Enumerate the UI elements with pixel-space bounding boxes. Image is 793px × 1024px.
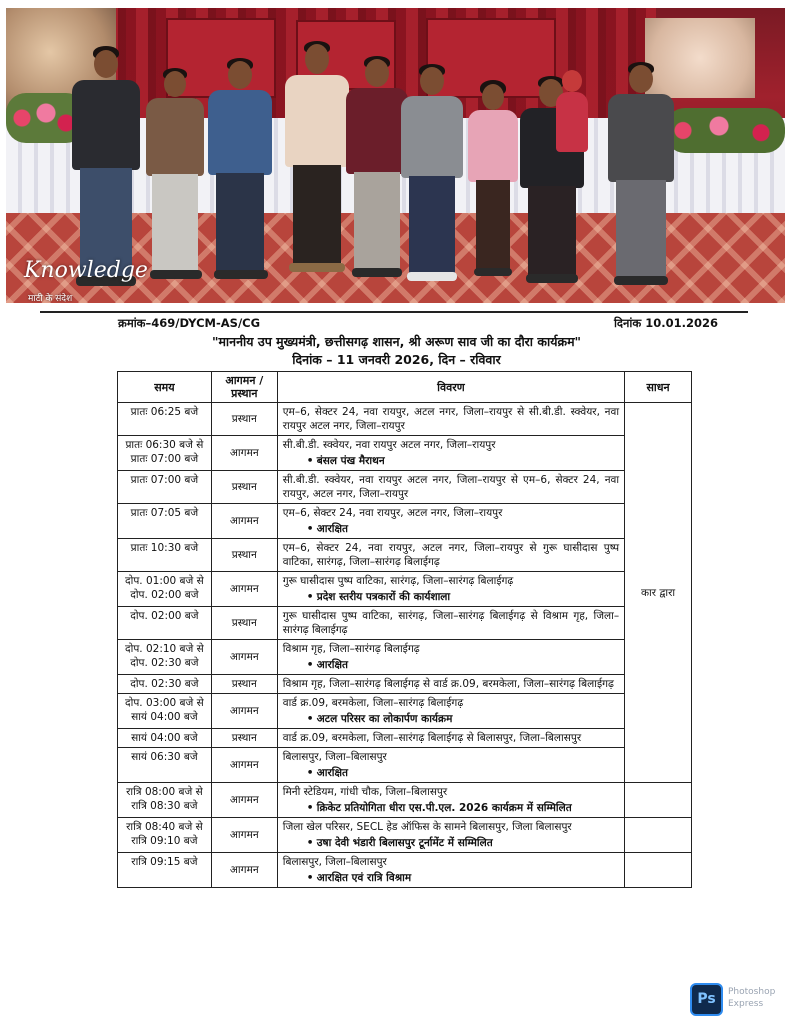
cell-type: आगमन — [211, 783, 277, 818]
cell-type: आगमन — [211, 853, 277, 888]
cell-description — [277, 853, 624, 888]
cell-description — [277, 748, 624, 783]
cell-description — [277, 640, 624, 675]
cell-time: सायं 04:00 बजे — [118, 729, 212, 748]
cell-description — [277, 607, 624, 640]
table-row — [118, 748, 692, 783]
description-text: बिलासपुर, जिला–बिलासपुर — [282, 751, 387, 763]
table-row — [118, 694, 692, 729]
signature-logo: Knowledge — [24, 258, 148, 283]
description-text: सी.बी.डी. स्क्वेयर, नवा रायपुर अटल नगर, जिला–रायपुर से एम–6, सेक्टर 24, नवा रायपुर, अटल नगर, जिला–रायपुर — [282, 474, 620, 500]
cell-type: प्रस्थान — [211, 607, 277, 640]
photoshop-badge-icon: Ps — [690, 983, 723, 1016]
description-text: विश्राम गृह, जिला–सारंगढ़ बिलाईगढ़ — [282, 643, 420, 655]
cell-type: आगमन — [211, 504, 277, 539]
cell-description — [277, 783, 624, 818]
event-bullet: • क्रिकेट प्रतियोगिता धीरा एस.पी.एल. 2026 कार्यक्रम में सम्मिलित — [299, 801, 619, 815]
description-text: गुरू घासीदास पुष्प वाटिका, सारंगढ़, जिला–सारंगढ़ बिलाईगढ़ — [282, 575, 514, 587]
description-text: गुरू घासीदास पुष्प वाटिका, सारंगढ़, जिला–सारंगढ़ बिलाईगढ़ से विश्राम गृह, जिला–सारंगढ़ बिलाईगढ़ — [282, 610, 620, 636]
cell-description — [277, 471, 624, 504]
description-text: मिनी स्टेडियम, गांधी चौक, जिला–बिलासपुर — [282, 786, 448, 798]
person — [204, 58, 276, 298]
header-mode: साधन — [625, 372, 692, 403]
header-rule — [40, 311, 748, 313]
description-text: वार्ड क्र.09, बरमकेला, जिला–सारंगढ़ बिलाईगढ़ — [282, 697, 464, 709]
flowers-right — [665, 108, 785, 153]
cell-type: प्रस्थान — [211, 403, 277, 436]
cell-mode-empty — [625, 783, 692, 818]
cell-time: दोप. 02:10 बजे से दोप. 02:30 बजे — [118, 640, 212, 675]
cell-description — [277, 694, 624, 729]
table-row — [118, 403, 692, 436]
reference-number: क्रमांक–469/DYCM-AS/CG — [118, 316, 261, 330]
cell-time: प्रातः 07:00 बजे — [118, 471, 212, 504]
person — [399, 64, 465, 299]
cell-time: प्रातः 10:30 बजे — [118, 539, 212, 572]
cell-type: आगमन — [211, 572, 277, 607]
cell-type: आगमन — [211, 748, 277, 783]
table-row — [118, 607, 692, 640]
person — [466, 80, 520, 295]
cell-time: प्रातः 07:05 बजे — [118, 504, 212, 539]
cell-type: आगमन — [211, 436, 277, 471]
cell-time: रात्रि 08:40 बजे से रात्रि 09:10 बजे — [118, 818, 212, 853]
table-row — [118, 675, 692, 694]
cell-time: प्रातः 06:30 बजे से प्रातः 07:00 बजे — [118, 436, 212, 471]
cell-description — [277, 572, 624, 607]
table-row — [118, 471, 692, 504]
event-bullet: • आरक्षित — [299, 658, 619, 672]
cell-description — [277, 504, 624, 539]
cell-time: रात्रि 09:15 बजे — [118, 853, 212, 888]
table-row — [118, 783, 692, 818]
group-photo — [6, 8, 785, 303]
cell-description — [277, 436, 624, 471]
table-row — [118, 504, 692, 539]
cell-type: प्रस्थान — [211, 471, 277, 504]
cell-description — [277, 539, 624, 572]
cell-mode-empty — [625, 818, 692, 853]
cell-time: दोप. 02:30 बजे — [118, 675, 212, 694]
description-text: एम–6, सेक्टर 24, नवा रायपुर, अटल नगर, जिला–रायपुर से गुरू घासीदास पुष्प वाटिका, सारंगढ़, जिला–सारंगढ़ बिलाईगढ़ — [282, 542, 620, 568]
description-text: सी.बी.डी. स्क्वेयर, नवा रायपुर अटल नगर, जिला–रायपुर — [282, 439, 496, 451]
event-bullet: • बंसल पंख मैराथन — [299, 454, 619, 468]
table-row — [118, 572, 692, 607]
header-description: विवरण — [277, 372, 624, 403]
header-type: आगमन / प्रस्थान — [211, 372, 277, 403]
cell-time: रात्रि 08:00 बजे से रात्रि 08:30 बजे — [118, 783, 212, 818]
cell-time: प्रातः 06:25 बजे — [118, 403, 212, 436]
cell-type: प्रस्थान — [211, 729, 277, 748]
signature-subtext: माटी के संदेश — [28, 294, 73, 303]
person — [604, 62, 678, 297]
cell-description — [277, 403, 624, 436]
table-row — [118, 640, 692, 675]
description-text: एम–6, सेक्टर 24, नवा रायपुर, अटल नगर, जिला–रायपुर से सी.बी.डी. स्क्वेयर, नवा रायपुर अटल नगर, जिला–रायपुर — [282, 406, 620, 432]
person — [281, 41, 353, 296]
event-bullet: • प्रदेश स्तरीय पत्रकारों की कार्यशाला — [299, 590, 619, 604]
cell-description — [277, 675, 624, 694]
header-time: समय — [118, 372, 212, 403]
cell-time: दोप. 02:00 बजे — [118, 607, 212, 640]
cell-mode-empty — [625, 853, 692, 888]
table-row — [118, 539, 692, 572]
event-bullet: • आरक्षित — [299, 522, 619, 536]
cell-type: प्रस्थान — [211, 539, 277, 572]
table-row — [118, 436, 692, 471]
cell-type: आगमन — [211, 694, 277, 729]
description-text: एम–6, सेक्टर 24, नवा रायपुर, अटल नगर, जिला–रायपुर — [282, 507, 503, 519]
person — [554, 70, 590, 180]
table-header-row — [118, 372, 692, 403]
cell-type: आगमन — [211, 640, 277, 675]
description-text: जिला खेल परिसर, SECL हेड ऑफिस के सामने बिलासपुर, जिला बिलासपुर — [282, 821, 572, 833]
event-bullet: • अटल परिसर का लोकार्पण कार्यक्रम — [299, 712, 619, 726]
cell-time: दोप. 03:00 बजे से सायं 04:00 बजे — [118, 694, 212, 729]
cell-type: प्रस्थान — [211, 675, 277, 694]
cell-description — [277, 818, 624, 853]
description-text: विश्राम गृह, जिला–सारंगढ़ बिलाईगढ़ से वार्ड क्र.09, बरमकेला, जिला–सारंगढ़ बिलाईगढ़ — [282, 678, 614, 690]
person — [144, 68, 206, 298]
event-bullet: • उषा देवी भंडारी बिलासपुर टूर्नामेंट में सम्मिलित — [299, 836, 619, 850]
cell-time: सायं 06:30 बजे — [118, 748, 212, 783]
photoshop-watermark: Photoshop Express — [728, 987, 776, 1009]
document-title: "माननीय उप मुख्यमंत्री, छत्तीसगढ़ शासन, श्री अरूण साव जी का दौरा कार्यक्रम" — [211, 334, 582, 349]
cell-time: दोप. 01:00 बजे से दोप. 02:00 बजे — [118, 572, 212, 607]
cell-mode: कार द्वारा — [625, 403, 692, 783]
event-bullet: • आरक्षित एवं रात्रि विश्राम — [299, 871, 619, 885]
schedule-table — [117, 371, 692, 888]
event-bullet: • आरक्षित — [299, 766, 619, 780]
table-row — [118, 818, 692, 853]
document-subtitle: दिनांक – 11 जनवरी 2026, दिन – रविवार — [292, 352, 501, 367]
cell-description — [277, 729, 624, 748]
description-text: बिलासपुर, जिला–बिलासपुर — [282, 856, 387, 868]
table-row — [118, 853, 692, 888]
description-text: वार्ड क्र.09, बरमकेला, जिला–सारंगढ़ बिलाईगढ़ से बिलासपुर, जिला–बिलासपुर — [282, 732, 582, 744]
issue-date: दिनांक 10.01.2026 — [613, 316, 718, 330]
cell-type: आगमन — [211, 818, 277, 853]
table-row — [118, 729, 692, 748]
